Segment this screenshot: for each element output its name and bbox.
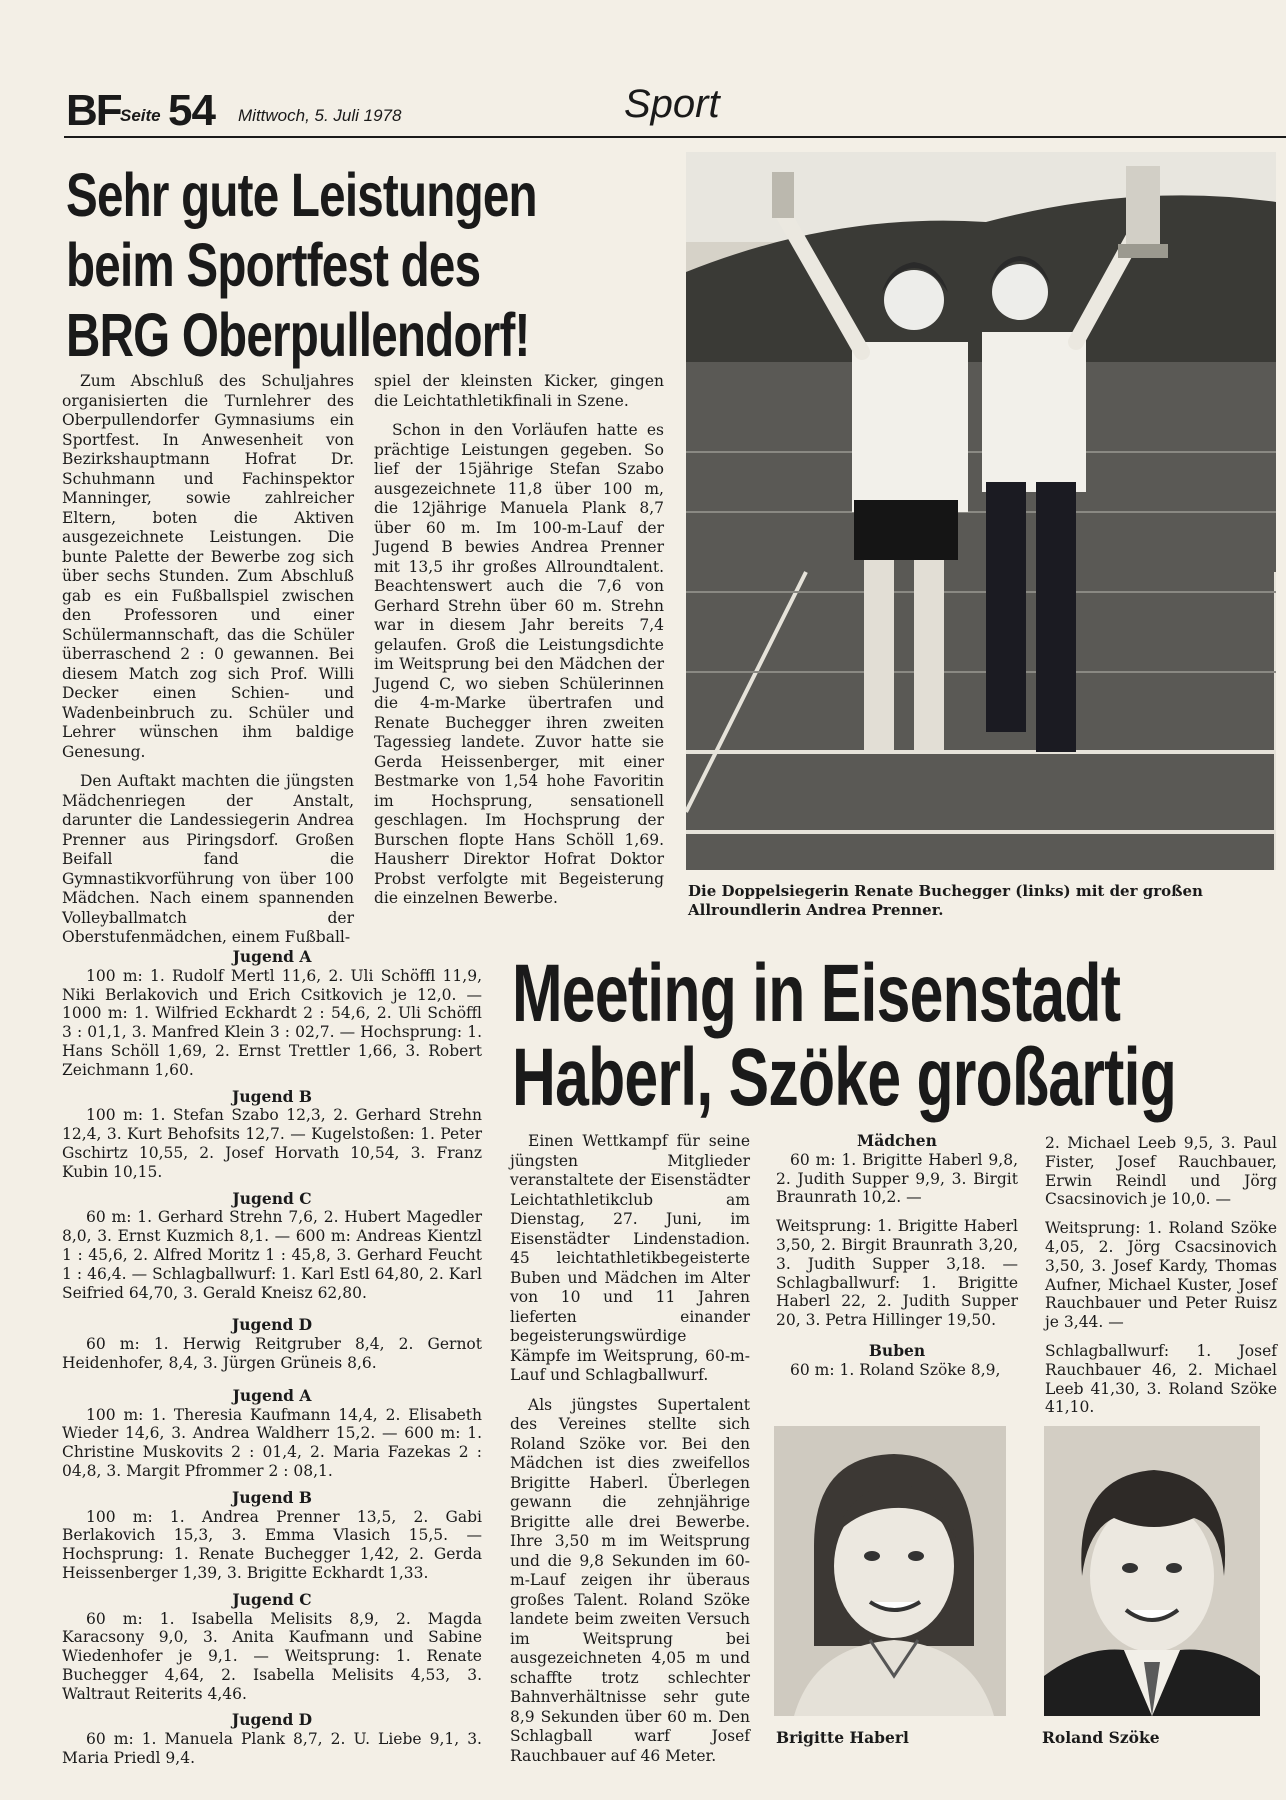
results-heading: Jugend A [232,947,312,966]
page-number: 54 [168,86,215,135]
results-heading: Jugend D [231,1315,313,1335]
results-block: 100 m: 1. Rudolf Mertl 11,6, 2. Uli Schöffl 11,9, Niki Berlakovich und Erich Csitkovich je 12,0. — 1000 m: 1. Wilfried Eckhardt 2 : 54,6, 2. Uli Schöffl 3 : 01,1, 3. Manfred Klein 3 : 02,7. — Hochsprung: 1. Hans Schöll 1,69, 2. Ernst Trettler 1,66, 3. Robert Zeichmann 1,60. [62,966,482,1079]
results-heading: Mädchen [857,1131,937,1150]
paragraph: spiel der kleinsten Kicker, gingen die Leichtathletikfinali in Szene. [374,372,664,410]
results-block: 100 m: 1. Theresia Kaufmann 14,4, 2. Elisabeth Wieder 14,6, 3. Andrea Waldherr 15,2. — 600 m: 1. Christine Muskovits 2 : 01,4, 2. Maria Fazekas 2 : 04,8, 3. Margit Pfrommer 2 : 08,1. [62,1405,482,1480]
masthead-rule [64,136,1286,138]
results-block: 100 m: 1. Stefan Szabo 12,3, 2. Gerhard Strehn 12,4, 3. Kurt Behofsits 12,7. — Kugelstoßen: 1. Peter Gschirtz 10,55, 2. Josef Horvath 10,54, 3. Franz Kubin 10,15. [62,1106,482,1181]
results-block: 2. Michael Leeb 9,5, 3. Paul Fister, Josef Rauchbauer, Erwin Reindl und Jörg Csacsinovich je 10,0. — [1045,1134,1277,1209]
paragraph: Den Auftakt machten die jüngsten Mädchenriegen der Anstalt, darunter die Landessiegerin Andrea Prenner aus Piringsdorf. Großen Beifall fand die Gymnastikvorführung von über 100 Mädchen. Nach einem spannenden Volleyballmatch der Oberstufenmädchen, einem Fußball- [62,772,354,946]
portrait-brigitte-haberl [774,1426,1006,1716]
results-block: 60 m: 1. Herwig Reitgruber 8,4, 2. Gernot Heidenhofer, 8,4, 3. Jürgen Grüneis 8,6. [62,1335,482,1372]
section-title: Sport [624,82,720,126]
photo-illustration [686,152,1276,870]
article2-results-boys [1045,1134,1277,1417]
results-heading: Jugend D [231,1710,313,1730]
sportfest-photo [686,152,1276,870]
results-block: 60 m: 1. Gerhard Strehn 7,6, 2. Hubert Magedler 8,0, 3. Ernst Kuzmich 8,1. — 600 m: Andreas Kientzl 1 : 45,6, 2. Alfred Moritz 1 : 45,8, 3. Gerhard Feucht 1 : 46,4. — Schlagballwurf: 1. Karl Estl 64,80, 2. Karl Seifried 64,70, 3. Gerald Kneisz 62,80. [62,1208,482,1302]
results-table-1 [62,948,482,1768]
article2-column-1 [510,1132,750,1776]
portrait-caption: Brigitte Haberl [776,1728,909,1747]
results-heading: Jugend B [232,1086,312,1106]
results-heading: Jugend A [232,1385,312,1405]
results-block: Schlagballwurf: 1. Josef Rauchbauer 46, 2. Michael Leeb 41,30, 3. Roland Szöke 41,10. [1045,1341,1277,1417]
article1-headline [66,160,537,370]
headline-line: BRG Oberpullendorf! [66,301,530,369]
article1-column-1 [62,372,354,958]
results-block: 60 m: 1. Roland Szöke 8,9, [790,1360,1001,1379]
issue-date: Mittwoch, 5. Juli 1978 [238,106,402,125]
results-heading: Jugend B [232,1487,312,1507]
page-label: Seite [120,106,161,125]
results-heading: Jugend C [232,1589,312,1609]
results-block: Weitsprung: 1. Roland Szöke 4,05, 2. Jörg Csacsinovich 3,50, 3. Josef Kardy, Thomas Aufner, Michael Kuster, Josef Rauchbauer und Peter Ruisz je 3,44. — [1045,1219,1277,1332]
headline-line: Haberl, Szöke großartig [512,1032,1177,1123]
photo-caption: Die Doppelsiegerin Renate Buchegger (links) mit der großen Allroundlerin Andrea Prenner. [688,882,1203,919]
results-heading: Buben [868,1340,926,1360]
portrait-illustration [774,1426,1006,1716]
headline-line: Sehr gute Leistungen [66,161,537,229]
masthead-logo: BF [66,86,121,135]
article2-results-girls [776,1132,1018,1380]
results-block: 60 m: 1. Manuela Plank 8,7, 2. U. Liebe 9,1, 3. Maria Priedl 9,4. [62,1730,482,1768]
portrait-roland-szoeke [1044,1426,1260,1716]
paragraph: Schon in den Vorläufen hatte es prächtige Leistungen gegeben. So lief der 15jährige Stefan Szabo ausgezeichnete 11,8 über 100 m, die 12jährige Manuela Plank 8,7 über 60 m. Im 100-m-Lauf der Jugend B bewies Andrea Prenner mit 13,5 ihr großes Allroundtalent. Beachtenswert auch die 7,6 von Gerhard Strehn über 60 m. Strehn war in diesem Jahr bereits 7,4 gelaufen. Groß die Leistungsdichte im Weitsprung bei den Mädchen der Jugend C, wo sieben Schülerinnen die 4-m-Marke übertrafen und Renate Buchegger ihren zweiten Tagessieg landete. Zuvor hatte sie Gerda Heissenberger, mit einer Bestmarke von 1,54 hohe Favoritin im Hochsprung, sensationell geschlagen. Im Hochsprung der Burschen flopte Hans Schöll 1,69. Hausherr Direktor Hofrat Doktor Probst verfolgte mit Begeisterung die einzelnen Bewerbe. [374,421,664,907]
headline-line: beim Sportfest des [66,231,481,299]
paragraph: Zum Abschluß des Schuljahres organisierten die Turnlehrer des Oberpullendorfer Gymnasiums ein Sportfest. In Anwesenheit von Bezirkshauptmann Hofrat Dr. Schuhmann und Fachinspektor Manninger, sowie zahlreicher Eltern, boten die Aktiven ausgezeichnete Leistungen. Die bunte Palette der Bewerbe zog sich über sechs Stunden. Zum Abschluß gab es ein Fußballspiel zwischen den Professoren und einer Schülermannschaft, das die Schüler überraschend 2 : 0 gewannen. Bei diesem Match zog sich Prof. Willi Decker einen Schien- und Wadenbeinbruch zu. Schüler und Lehrer wünschen ihm baldige Genesung. [62,372,354,761]
paragraph: Einen Wettkampf für seine jüngsten Mitglieder veranstaltete der Eisenstädter Leichtathletikclub am Dienstag, 27. Juni, im Eisenstädter Lindenstadion. 45 leichtathletikbegeisterte Buben und Mädchen im Alter von 10 und 11 Jahren lieferten einander begeisterungswürdige Kämpfe im Weitsprung, 60-m-Lauf und Schlagballwurf. [510,1132,750,1384]
headline-line: Meeting in Eisenstadt [512,948,1121,1039]
results-block: 60 m: 1. Isabella Melisits 8,9, 2. Magda Karacsony 9,0, 3. Anita Kaufmann und Sabine Wiedenhofer je 9,1. — Weitsprung: 1. Renate Buchegger 4,64, 2. Isabella Melisits 4,53, 3. Waltraut Reiterits 4,46. [62,1609,482,1703]
paragraph: Als jüngstes Supertalent des Vereines stellte sich Roland Szöke vor. Bei den Mädchen ist dies zweifellos Brigitte Haberl. Überlegen gewann die zehnjährige Brigitte alle drei Bewerbe. Ihre 3,50 m im Weitsprung und die 9,8 Sekunden im 60-m-Lauf zeigen ihr überaus großes Talent. Roland Szöke landete beim zweiten Versuch im Weitsprung bei ausgezeichneten 4,05 m und schaffte trotz schlechter Bahnverhältnisse sehr gute 8,9 Sekunden über 60 m. Den Schlagball warf Josef Rauchbauer auf 46 Meter. [510,1395,750,1765]
portrait-illustration [1044,1426,1260,1716]
results-block: 100 m: 1. Andrea Prenner 13,5, 2. Gabi Berlakovich 15,3, 3. Emma Vlasich 15,5. — Hochsprung: 1. Renate Buchegger 1,42, 2. Gerda Heissenberger 1,39, 3. Brigitte Eckhardt 1,33. [62,1507,482,1582]
results-block: Weitsprung: 1. Brigitte Haberl 3,50, 2. Birgit Braunrath 3,20, 3. Judith Supper 3,18. — Schlagballwurf: 1. Brigitte Haberl 22, 2. Judith Supper 20, 3. Petra Hillinger 19,50. [776,1217,1018,1330]
results-block: 60 m: 1. Brigitte Haberl 9,8, 2. Judith Supper 9,9, 3. Birgit Braunrath 10,2. — [776,1150,1018,1207]
results-heading: Jugend C [232,1188,312,1208]
portrait-caption: Roland Szöke [1042,1728,1160,1747]
article2-headline [512,948,1252,1123]
article1-column-2 [374,372,664,919]
